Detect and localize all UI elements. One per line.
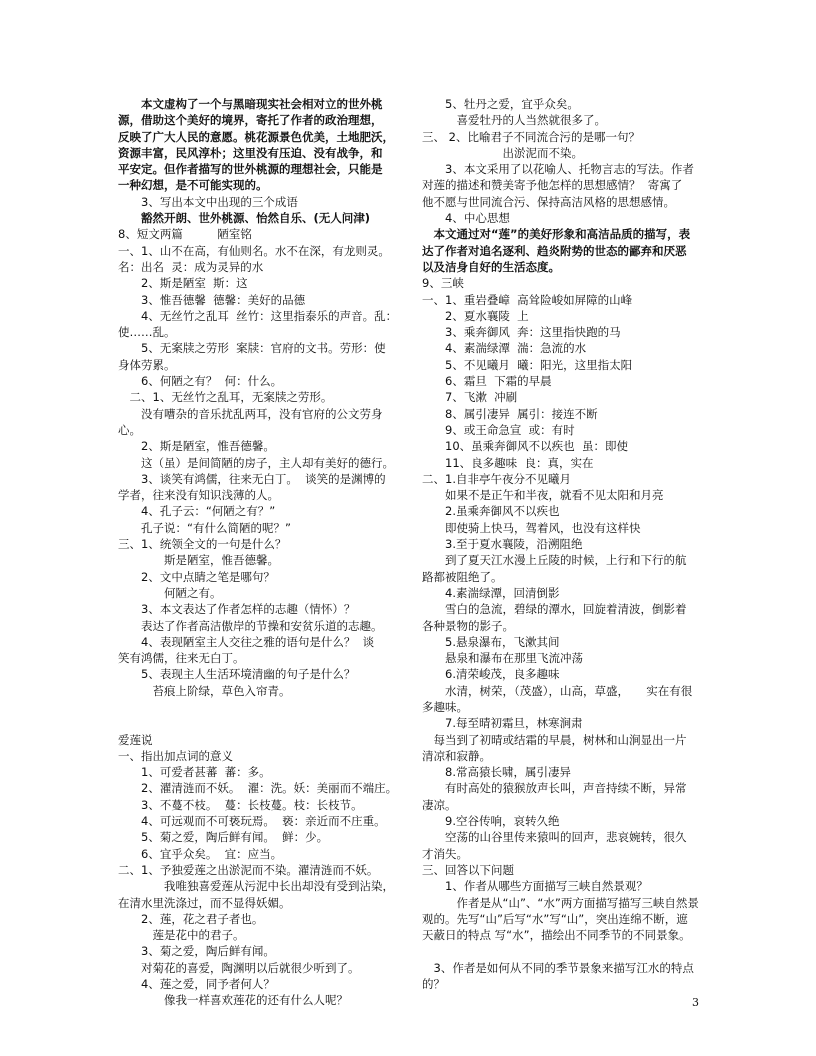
- text-line: 2.虽乘奔御风不以疾也: [422, 504, 560, 519]
- left-column: [118, 96, 398, 1009]
- text-line: 观的。先写“山”后写“水”写“山”，突出连绵不断，遮: [422, 911, 688, 926]
- text-line: 6、何陋之有？ 何：什么。: [118, 374, 283, 389]
- text-line: 名：出名 灵：成为灵异的水: [118, 259, 264, 274]
- text-line: 2、文中点睛之笔是哪句？: [118, 569, 275, 584]
- text-line: 一种幻想，是不可能实现的。: [118, 178, 268, 193]
- text-line: 7、飞漱 冲刷: [422, 390, 518, 405]
- text-line: 8.常高猿长啸，属引凄异: [422, 765, 571, 780]
- text-line: 对莲的描述和赞美寄予他怎样的思想感情？ 寄寓了: [422, 178, 683, 193]
- text-line: 2、莲，花之君子者也。: [118, 911, 264, 926]
- text-line: 3、谈笑有鸿儒，往来无白丁。 谈笑的是渊博的: [118, 471, 386, 486]
- text-line: 7.每至晴初霜旦，林寒涧肃: [422, 716, 583, 731]
- text-line: 莲是花中的君子。: [118, 928, 245, 943]
- text-line: 4、素湍绿潭 湍：急流的水: [422, 341, 587, 356]
- text-line: 8、短文两篇 陋室铭: [118, 227, 252, 242]
- text-line: 天蔽日的特点 写“水”，描绘出不同季节的不同景象。: [422, 928, 691, 943]
- text-line: 6、霜旦 下霜的早晨: [422, 374, 552, 389]
- text-line: 像我一样喜欢莲花的还有什么人呢？: [118, 993, 348, 1008]
- text-line: 4.素湍绿潭，回清倒影: [422, 585, 560, 600]
- text-line: 1、作者从哪些方面描写三峡自然景观？: [422, 879, 648, 894]
- text-line: 5.悬泉瀑布，飞漱其间: [422, 634, 560, 649]
- text-line: 凄凉。: [422, 797, 457, 812]
- text-line: 3、写出本文中出现的三个成语: [118, 194, 298, 209]
- text-line: 三、回答以下问题: [422, 862, 514, 877]
- text-line: 作者是从“山”、“水”两方面描写描写三峡自然景: [422, 895, 699, 910]
- text-line: 二、1、予独爱莲之出淤泥而不染。濯清涟而不妖。: [118, 862, 379, 877]
- text-line: 悬泉和瀑布在那里飞流冲荡: [422, 651, 583, 666]
- text-line: 4、孔子云：“何陋之有？”: [118, 504, 276, 519]
- text-line: 9、三峡: [422, 276, 464, 291]
- text-line: 雪白的急流，碧绿的潭水，回旋着清波，倒影着: [422, 602, 687, 617]
- text-line: 出淤泥而不染。: [422, 145, 583, 160]
- text-line: 如果不是正午和半夜，就看不见太阳和月亮: [422, 488, 664, 503]
- text-line: 达了作者对追名逐利、趋炎附势的世态的鄙弃和厌恶: [422, 243, 687, 258]
- text-line: 笑有鸿儒，往来无白丁。: [118, 651, 245, 666]
- text-line: 何陋之有。: [118, 585, 222, 600]
- text-line: 三、 2、比喻君子不同流合污的是哪一句？: [422, 129, 640, 144]
- text-line: 4、可远观而不可亵玩焉。 亵：亲近而不庄重。: [118, 814, 386, 829]
- text-line: 源，借助这个美好的境界，寄托了作者的政治理想，: [118, 113, 383, 128]
- text-line: 豁然开朗、世外桃源、怡然自乐、(无人问津): [118, 211, 371, 226]
- text-line: 9.空谷传响，哀转久绝: [422, 814, 560, 829]
- text-line: 的？: [422, 977, 445, 992]
- text-line: 爱莲说: [118, 732, 153, 747]
- text-line: 3、本文表达了作者怎样的志趣（情怀）？: [118, 602, 356, 617]
- text-line: 4、表现陋室主人交往之雅的语句是什么？ 谈: [118, 634, 375, 649]
- text-line: 本文虚构了一个与黑暗现实社会相对立的世外桃: [118, 97, 383, 111]
- text-line: 有时高处的猿猴放声长叫，声音持续不断，异常: [422, 781, 687, 796]
- text-line: 二、1.自非亭午夜分不见曦月: [422, 471, 571, 486]
- text-line: 5、牡丹之爱，宜乎众矣。: [422, 97, 579, 111]
- text-line: 使……乱。: [118, 325, 176, 340]
- text-line: 1、可爱者甚蕃 蕃：多。: [118, 765, 271, 780]
- text-line: 3、惟吾德馨 德馨：美好的品德: [118, 292, 306, 307]
- text-line: 3、乘奔御风 奔：这里指快跑的马: [422, 325, 621, 340]
- text-line: 空荡的山谷里传来猿叫的回声，悲哀婉转，很久: [422, 830, 687, 845]
- text-line: 学者，往来没有知识浅薄的人。: [118, 488, 279, 503]
- text-line: 反映了广大人民的意愿。桃花源景色优美，土地肥沃，: [118, 129, 394, 144]
- text-line: 5、不见曦月 曦：阳光，这里指太阳: [422, 357, 633, 372]
- text-line: 没有嘈杂的音乐扰乱两耳，没有官府的公文劳身: [118, 406, 383, 421]
- text-line: 4、中心思想: [422, 211, 510, 226]
- text-line: 各种景物的影子。: [422, 618, 514, 633]
- text-line: 表达了作者高洁傲岸的节操和安贫乐道的志趣。: [118, 618, 383, 633]
- text-line: 在清水里洗涤过，而不显得妖媚。: [118, 895, 291, 910]
- text-line: 以及洁身自好的生活态度。: [422, 259, 560, 274]
- text-line: 对菊花的喜爱，陶渊明以后就很少听到了。: [118, 960, 360, 975]
- text-line: 我唯独喜爱莲从污泥中长出却没有受到沾染，: [118, 879, 394, 894]
- text-line: 到了夏天江水漫上丘陵的时候，上行和下行的航: [422, 553, 687, 568]
- text-line: 每当到了初晴或结霜的早晨，树林和山涧显出一片: [422, 732, 687, 747]
- text-line: 平安定。但作者描写的世外桃源的理想社会，只能是: [118, 162, 383, 177]
- text-line: 8、属引凄异 属引：接连不断: [422, 406, 598, 421]
- text-line: 本文通过对“莲”的美好形象和高洁品质的描写，表: [422, 227, 691, 242]
- text-line: 9、或王命急宣 或：有时: [422, 422, 575, 437]
- text-line: 6、宜乎众矣。 宜：应当。: [118, 846, 283, 861]
- text-line: 才消失。: [422, 846, 468, 861]
- text-line: 斯是陋室，惟吾德馨。: [118, 553, 279, 568]
- text-line: 喜爱牡丹的人当然就很多了。: [422, 113, 606, 128]
- text-line: 10、虽乘奔御风不以疾也 虽：即使: [422, 439, 628, 454]
- text-line: 2、濯清涟而不妖。 濯：洗。妖：美丽而不端庄。: [118, 781, 398, 796]
- text-line: 即使骑上快马，驾着风，也没有这样快: [422, 520, 641, 535]
- text-line: 一、指出加点词的意义: [118, 748, 233, 763]
- text-line: 4、无丝竹之乱耳 丝竹：这里指泰乐的声音。乱：: [118, 308, 398, 323]
- text-line: 11、良多趣味 良：真，实在: [422, 455, 594, 470]
- text-line: 苔痕上阶绿，草色入帘青。: [118, 683, 291, 698]
- page-number: 3: [692, 996, 699, 1009]
- text-line: 3、菊之爱，陶后鲜有闻。: [118, 944, 275, 959]
- text-line: 3、本文采用了以花喻人、托物言志的写法。作者: [422, 162, 694, 177]
- text-line: 6.清荣峻茂，良多趣味: [422, 667, 560, 682]
- text-line: 身体劳累。: [118, 357, 176, 372]
- text-line: 三、1、统领全文的一句是什么？: [118, 537, 287, 552]
- text-line: 一、1、重岩叠嶂 高耸险峻如屏障的山峰: [422, 292, 633, 307]
- text-line: 路都被阻绝了。: [422, 569, 503, 584]
- text-line: 3.至于夏水襄陵，沿溯阻绝: [422, 537, 583, 552]
- text-line: 5、菊之爱，陶后鲜有闻。 鲜：少。: [118, 830, 329, 845]
- text-line: 孔子说：“有什么简陋的呢？”: [118, 520, 291, 535]
- text-line: 他不愿与世同流合污、保持高洁风格的思想感情。: [422, 194, 675, 209]
- text-line: 一、1、山不在高，有仙则名。水不在深，有龙则灵。: [118, 243, 390, 258]
- text-line: 多趣味。: [422, 699, 468, 714]
- text-line: 2、夏水襄陵 上: [422, 308, 529, 323]
- text-line: 清凉和寂静。: [422, 748, 491, 763]
- text-line: 5、表现主人生活环境清幽的句子是什么？: [118, 667, 356, 682]
- text-line: [118, 715, 398, 731]
- text-line: 水清，树荣，（茂盛），山高，草盛， 实在有很: [422, 683, 693, 698]
- text-line: 2、斯是陋室，惟吾德馨。: [118, 439, 275, 454]
- text-line: [422, 943, 704, 959]
- text-line: 3、作者是如何从不同的季节景象来描写江水的特点: [422, 960, 694, 975]
- text-line: 这（虽）是间简陋的房子，主人却有美好的德行。: [118, 455, 394, 470]
- text-line: 心。: [118, 422, 141, 437]
- text-line: 4、莲之爱，同予者何人？: [118, 977, 275, 992]
- text-line: 二、1、无丝竹之乱耳，无案牍之劳形。: [118, 390, 333, 405]
- text-line: [118, 699, 398, 715]
- text-line: 2、斯是陋室 斯：这: [118, 276, 248, 291]
- text-line: 5、无案牍之劳形 案牍：官府的文书。劳形：使: [118, 341, 386, 356]
- text-line: 资源丰富，民风淳朴；这里没有压迫、没有战争，和: [118, 145, 383, 160]
- text-line: 3、不蔓不枝。 蔓：长枝蔓。枝：长枝节。: [118, 797, 363, 812]
- right-column: [422, 96, 704, 992]
